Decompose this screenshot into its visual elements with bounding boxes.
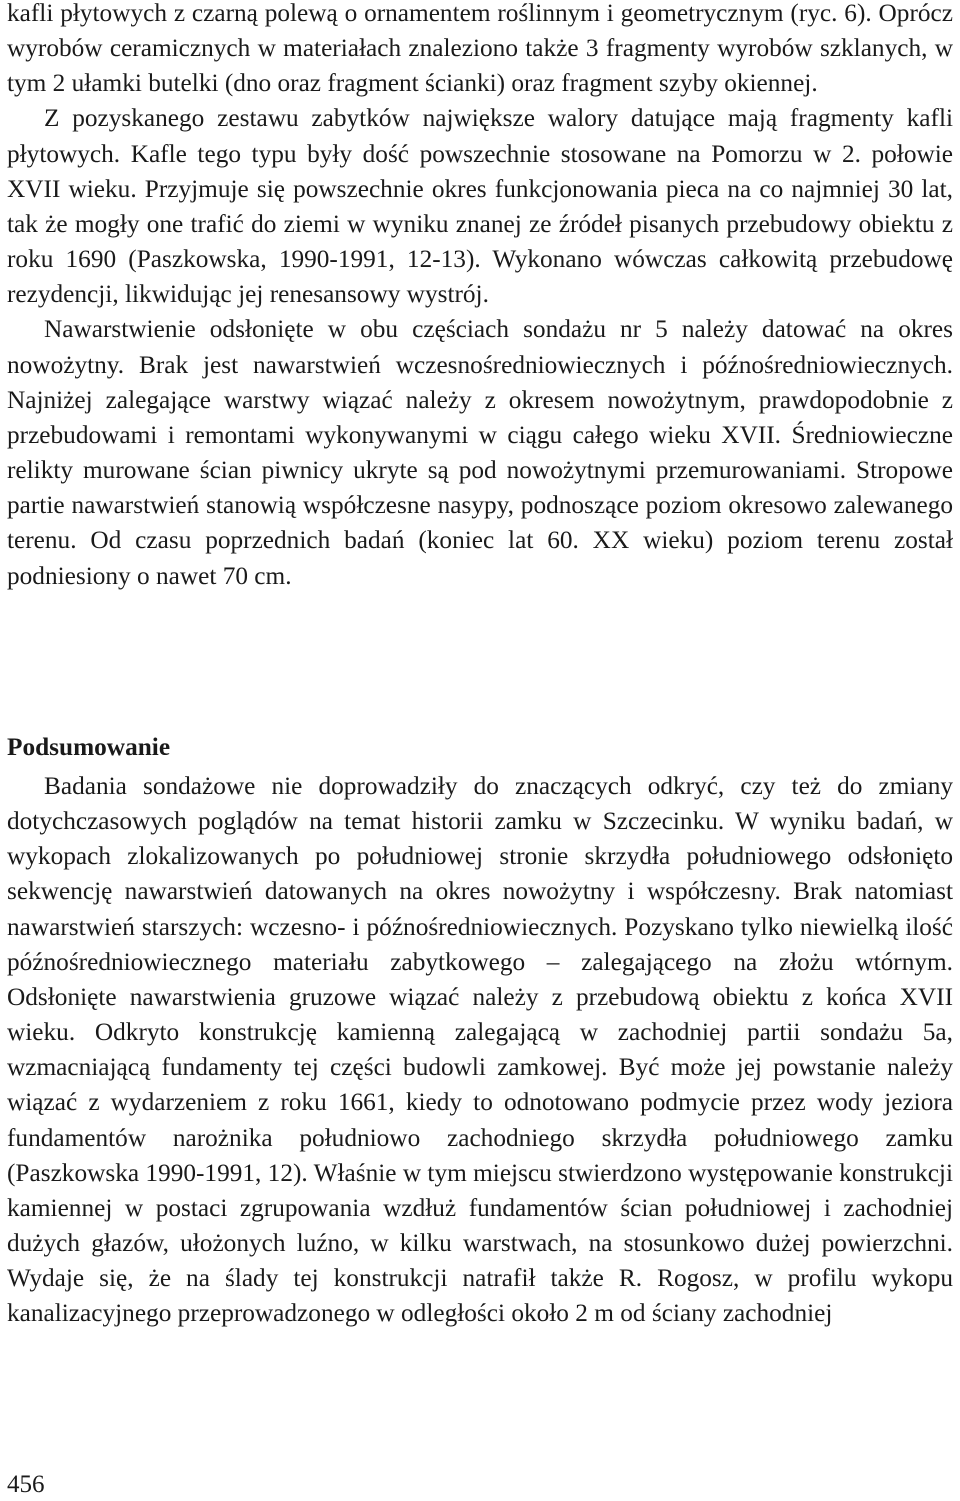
paragraph: kafli płytowych z czarną polewą o ornamentem roślinnym i geometrycznym (ryc. 6). Oprócz wyrobów ceramicznych w materiałach znaleziono także 3 fragmenty wyrobów szklanych, w tym 2 ułamki butelki (dno oraz fragment ścianki) oraz fragment szyby okiennej. (7, 0, 953, 98)
text-block-top (7, 0, 953, 594)
page-number: 456 (7, 1471, 45, 1498)
paragraph: Nawarstwienie odsłonięte w obu częściach sondażu nr 5 należy datować na okres nowożytny. Brak jest nawarstwień wczesnośredniowiecznych i późnośredniowiecznych. Najniżej zalegające warstwy wiązać należy z okresem nowożytnym, prawdopodobnie z przebudowami i remontami wykonywanymi w ciągu całego wieku XVII. Średniowieczne relikty murowane ścian piwnicy ukryte są pod nowożytnymi przemurowaniami. Stropowe partie nawarstwień stanowią współczesne nasypy, podnoszące poziom okresowo zalewanego terenu. Od czasu poprzednich badań (koniec lat 60. XX wieku) poziom terenu został podniesiony o nawet 70 cm. (7, 315, 953, 590)
section-heading: Podsumowanie (7, 733, 171, 761)
text-block-bottom (7, 769, 953, 1332)
paragraph: Z pozyskanego zestawu zabytków największe walory datujące mają fragmenty kafli płytowych. Kafle tego typu były dość powszechnie stosowane na Pomorzu w 2. połowie XVII wieku. Przyjmuje się powszechnie okres funkcjonowania pieca na co najmniej 30 lat, tak że mogły one trafić do ziemi w wyniku znanej ze źródeł pisanych przebudowy obiektu z roku 1690 (Paszkowska, 1990-1991, 12-13). Wykonano wówczas całkowitą przebudowę rezydencji, likwidując jej renesansowy wystrój. (7, 104, 953, 309)
paragraph: Badania sondażowe nie doprowadziły do znaczących odkryć, czy też do zmiany dotychczasowych poglądów na temat historii zamku w Szczecinku. W wyniku badań, w wykopach zlokalizowanych po południowej stronie skrzydła południowego odsłonięto sekwencję nawarstwień datowanych na okres nowożytny i współczesny. Brak natomiast nawarstwień starszych: wczesno- i późnośredniowiecznych. Pozyskano tylko niewielką ilość późnośredniowiecznego materiału zabytkowego – zalegającego na złożu wtórnym. Odsłonięte nawarstwienia gruzowe wiązać należy z przebudową obiektu z końca XVII wieku. Odkryto konstrukcję kamienną zalegającą w zachodniej partii sondażu 5a, wzmacniającą fundamenty tej części budowli zamkowej. Być może jej powstanie należy wiązać z wydarzeniem z roku 1661, kiedy to odnotowano podmycie przez wody jeziora fundamentów narożnika południowo zachodniego skrzydła południowego zamku (Paszkowska 1990-1991, 12). Właśnie w tym miejscu stwierdzono występowanie konstrukcji kamiennej w postaci zgrupowania wzdłuż fundamentów ścian południowej i zachodniej dużych głazów, ułożonych luźno, w kilku warstwach, na stosunkowo dużej powierzchni. Wydaje się, że na ślady tej konstrukcji natrafił także R. Rogosz, w profilu wykopu kanalizacyjnego przeprowadzonego w odległości około 2 m od ściany zachodniej (7, 772, 953, 1328)
